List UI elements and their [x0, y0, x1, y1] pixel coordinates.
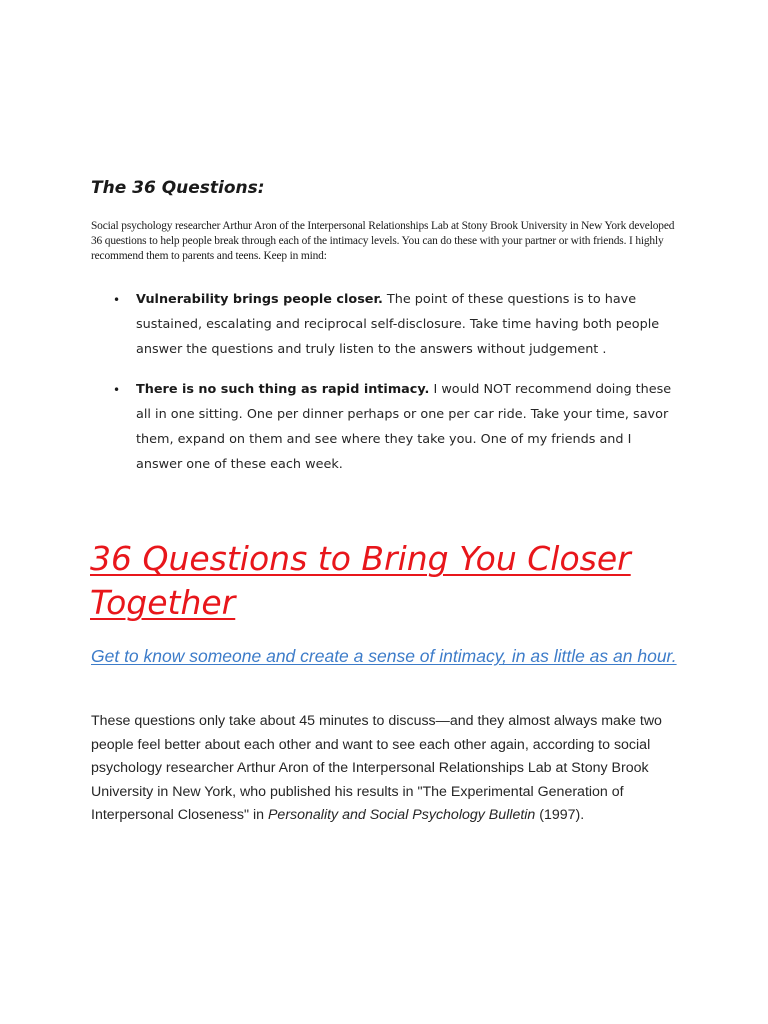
bullet-icon: •	[113, 293, 121, 307]
section-heading: The 36 Questions:	[91, 178, 265, 198]
article-title[interactable]: 36 Questions to Bring You Closer Together	[90, 539, 631, 622]
bullet-lead: There is no such thing as rapid intimacy.	[136, 382, 430, 398]
journal-name: Personality and Social Psychology Bulletin	[267, 807, 536, 823]
article-subtitle[interactable]: Get to know someone and create a sense of intimacy, in as little as an hour.	[91, 646, 677, 666]
intro-paragraph: Social psychology researcher Arthur Aron of the Interpersonal Relationships Lab at Stony Brook University in New York developed 36 questions to help people break through each of the intimacy levels. You can do these with your partner or with friends. I highly recommend them to parents and teens. Keep in mind:	[91, 220, 675, 262]
list-item	[91, 378, 681, 477]
body-text: These questions only take about 45 minutes to discuss—and they almost always make two people feel better about each other and want to see each other again, according to social psychology researcher Arthur Aron of the Interpersonal Relationships Lab at Stony Brook University in New York, who published his results in "The Experimental Generation of Interpersonal Closeness" in	[91, 713, 662, 823]
bullet-icon: •	[113, 383, 121, 398]
article-title-link[interactable]	[90, 537, 690, 625]
bullet-text: The point of these questions is to have sustained, escalating and reciprocal self-disclosure. Take time having both people answer the questions and truly listen to the answers without judgement .	[136, 292, 660, 357]
bullet-lead: Vulnerability brings people closer.	[136, 292, 383, 307]
bullet-text: I would NOT recommend doing these all in one sitting. One per dinner perhaps or one per car ride. Take your time, savor them, expand on them and see where they take you. One of my friends and I answer one of these each week.	[136, 382, 672, 472]
key-points-list	[91, 288, 681, 494]
article-body	[91, 710, 681, 828]
article-subtitle-link[interactable]	[91, 644, 691, 668]
list-item	[91, 288, 681, 362]
body-text-end: (1997).	[535, 807, 585, 823]
